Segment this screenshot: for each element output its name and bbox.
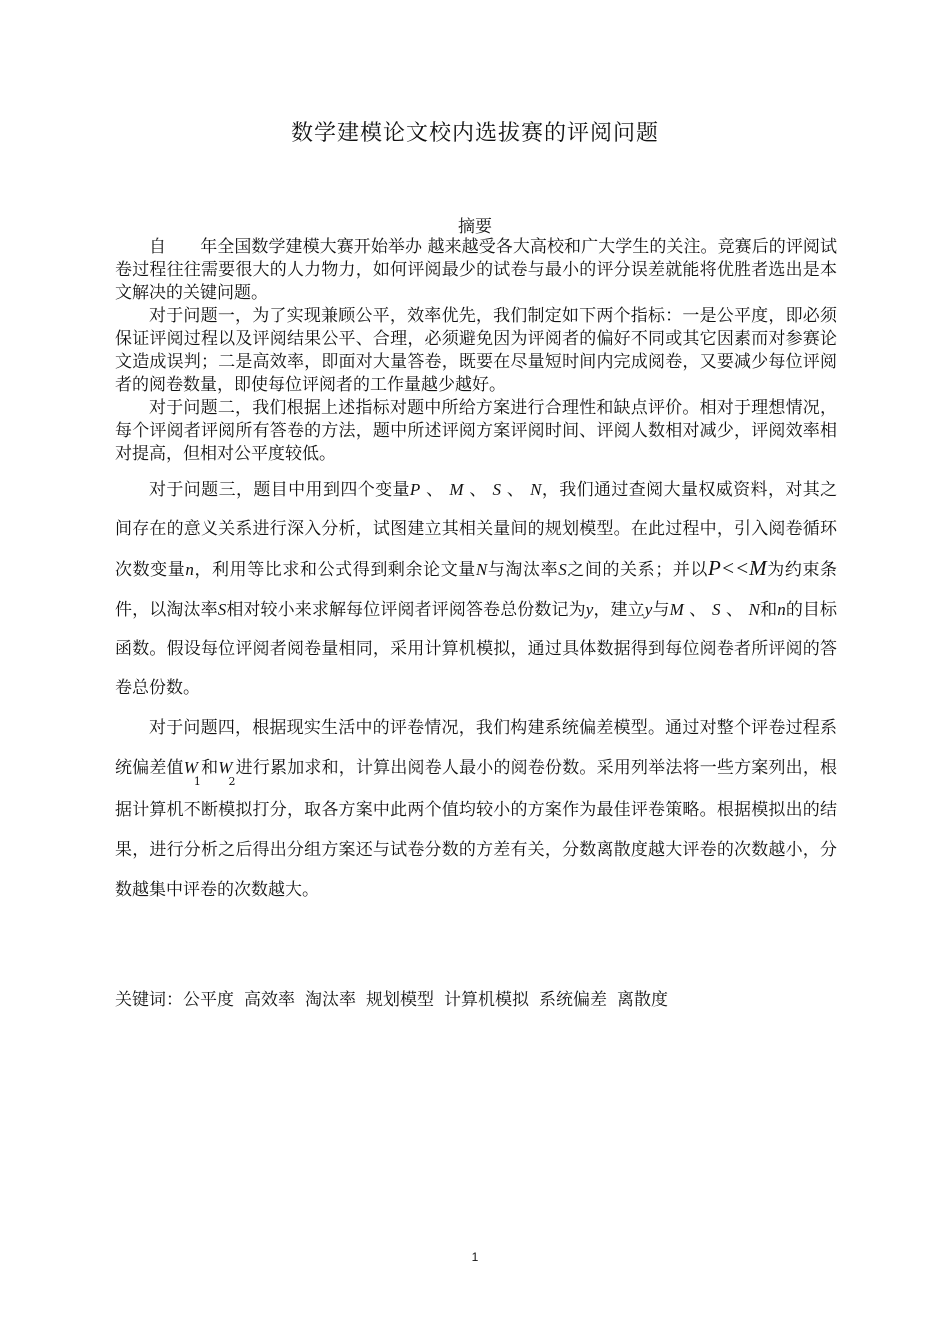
constraint-formula: P<<M [708, 556, 767, 580]
var-n-2: n [777, 600, 786, 619]
p4-sep-3: 、 [506, 480, 525, 500]
keywords-label: 关键词： [115, 990, 183, 1010]
p4-sep-1: 、 [426, 480, 444, 500]
p4-sep-5: 、 [725, 600, 744, 620]
keyword-item: 规划模型 [366, 990, 434, 1010]
var-S-4: S [711, 600, 721, 619]
p4-text-8: ，建立 [593, 600, 645, 620]
abstract-body [115, 236, 837, 910]
p5-text-1: 对于问题四，根据现实生活中的评卷情况，我们构建系统偏差模型。通过对整个评卷过程系统偏差值 [115, 718, 837, 778]
var-S-3: S [217, 600, 227, 619]
p4-text-11: 的目标函数。假设每位评阅者阅卷量相同，采用计算机模拟，通过具体数据得到每位阅卷者所评阅的答卷总份数。 [115, 600, 838, 698]
p4-sep-2: 、 [469, 480, 487, 500]
keyword-item: 计算机模拟 [444, 990, 529, 1010]
var-S-2: S [558, 560, 567, 579]
keyword-item: 淘汰率 [305, 990, 356, 1010]
subscript-1: 1 [193, 775, 201, 788]
abstract-paragraph-4 [115, 470, 837, 708]
abstract-heading: 摘要 [458, 217, 492, 237]
var-N-2: N [475, 560, 488, 579]
var-P: P [409, 480, 421, 499]
var-W-1: W [183, 758, 198, 777]
var-M-2: M [669, 600, 684, 619]
p4-text-2: ，我们通过查阅大量权威资料，对其之间存在的意义关系进行深入分析，试图建立其相关量间的规划模型。在此过程中，引入阅卷循环次数变量 [115, 480, 838, 580]
subscript-2: 2 [228, 775, 236, 788]
abstract-paragraph-3: 对于问题二，我们根据上述指标对题中所给方案进行合理性和缺点评价。相对于理想情况，每个评阅者评阅所有答卷的方法，题中所述评阅方案评阅时间、评阅人数相对减少，评阅效率相对提高，但相对公平度较低。 [115, 398, 837, 464]
var-n: n [185, 560, 194, 579]
p4-text-6: 为约束条件，以淘汰率 [115, 560, 838, 620]
p4-text-4: 与淘汰率 [487, 560, 559, 580]
keyword-item: 高效率 [244, 990, 295, 1010]
keyword-item: 系统偏差 [539, 990, 607, 1010]
var-W-2: W [218, 758, 233, 777]
abstract-paragraph-1: 自 年全国数学建模大赛开始举办 越来越受各大高校和广大学生的关注。竞赛后的评阅试卷过程往往需要很大的人力物力，如何评阅最少的试卷与最小的评分误差就能将优胜者选出是本文解决的关键问题。 [115, 237, 837, 303]
p5-text-3: 进行累加求和，计算出阅卷人最小的阅卷份数。采用列举法将一些方案列出，根据计算机不断模拟打分，取各方案中此两个值均较小的方案作为最佳评卷策略。根据模拟出的结果，进行分析之后得出分组方案还与试卷分数的方差有关，分数离散度越大评卷的次数越小，分数越集中评卷的次数越大。 [115, 758, 838, 900]
p4-text-10: 和 [759, 600, 778, 620]
keyword-item: 公平度 [183, 990, 234, 1010]
p5-text-2: 和 [200, 758, 219, 778]
var-N-3: N [748, 600, 760, 619]
p4-text-1: 对于问题三，题目中用到四个变量 [149, 480, 410, 500]
var-y-2: y [644, 600, 653, 619]
keywords-line [115, 985, 678, 1010]
var-M: M [449, 480, 464, 499]
var-S: S [492, 480, 502, 499]
abstract-paragraph-2: 对于问题一，为了实现兼顾公平，效率优先，我们制定如下两个指标：一是公平度，即必须保证评阅过程以及评阅结果公平、合理，必须避免因为评阅者的偏好不同或其它因素而对参赛论文造成误判；二是高效率，即面对大量答卷，既要在尽量短时间内完成阅卷，又要减少每位评阅者的阅卷数量，即使每位评阅者的工作量越少越好。 [115, 306, 837, 395]
keyword-item: 离散度 [617, 990, 668, 1010]
paper-title: 数学建模论文校内选拔赛的评阅问题 [290, 121, 659, 146]
p4-text-7: 相对较小来求解每位评阅者评阅答卷总份数记为 [226, 600, 586, 620]
var-y: y [585, 600, 594, 619]
p4-text-5: 之间的关系；并以 [566, 560, 708, 580]
page-number: 1 [471, 1250, 479, 1264]
p4-text-9: 与 [652, 600, 670, 620]
abstract-paragraph-5 [115, 708, 837, 910]
p4-text-3: ，利用等比求和公式得到剩余论文量 [193, 560, 476, 580]
p4-sep-4: 、 [689, 600, 707, 620]
var-N: N [530, 480, 542, 499]
